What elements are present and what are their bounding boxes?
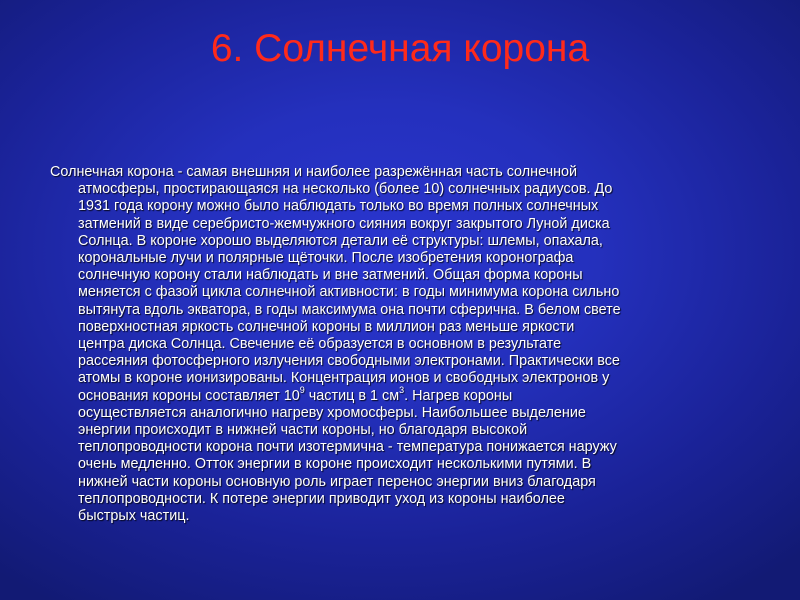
body-line-with-superscripts: [50, 384, 740, 405]
body-line: теплопроводности корона почти изотермична - температура понижается наружу: [78, 439, 617, 456]
body-line: осуществляется аналогично нагреву хромосферы. Наибольшее выделение: [78, 404, 586, 421]
body-line: затмений в виде серебристо-жемчужного сияния вокруг закрытого Луной диска: [78, 215, 610, 232]
body-segment: частиц в 1 см: [304, 387, 400, 404]
body-segment: . Нагрев короны: [404, 387, 513, 404]
body-line: Солнца. В короне хорошо выделяются детали её структуры: шлемы, опахала,: [78, 232, 603, 249]
body-line: рассеяния фотосферного излучения свободными электронами. Практически все: [78, 353, 620, 370]
body-line: Солнечная корона - самая внешняя и наиболее разрежённая часть солнечной: [50, 164, 578, 180]
body-line: атмосферы, простирающаяся на несколько (более 10) солнечных радиусов. До: [78, 181, 613, 198]
body-line: корональные лучи и полярные щёточки. После изобретения коронографа: [78, 250, 574, 267]
body-segment: основания короны составляет 10: [78, 387, 300, 404]
body-line: поверхностная яркость солнечной короны в миллион раз меньше яркости: [78, 318, 575, 335]
slide-title: 6. Солнечная корона: [210, 27, 590, 70]
body-line: солнечную корону стали наблюдать и вне затмений. Общая форма короны: [78, 267, 583, 284]
body-line: очень медленно. Отток энергии в короне происходит несколькими путями. В: [78, 456, 592, 473]
superscript-exponent: 9: [299, 384, 305, 395]
body-line: вытянута вдоль экватора, в годы максимума она почти сферична. В белом свете: [78, 301, 621, 318]
body-line: атомы в короне ионизированы. Концентрация ионов и свободных электронов у: [78, 370, 610, 387]
body-line: 1931 года корону можно было наблюдать только во время полных солнечных: [78, 198, 599, 215]
body-line: центра диска Солнца. Свечение её образуется в основном в результате: [78, 336, 562, 353]
body-line: меняется с фазой цикла солнечной активности: в годы минимума корона сильно: [78, 284, 620, 301]
body-line: нижней части короны основную роль играет перенос энергии вниз благодаря: [78, 473, 596, 490]
body-line: теплопроводности. К потере энергии приводит уход из короны наиболее: [78, 490, 565, 507]
body-line: энергии происходит в нижней части короны, но благодаря высокой: [78, 422, 528, 439]
superscript-exponent: 3: [399, 384, 405, 395]
slide-body-text: [50, 164, 740, 525]
body-line: быстрых частиц.: [78, 508, 190, 525]
